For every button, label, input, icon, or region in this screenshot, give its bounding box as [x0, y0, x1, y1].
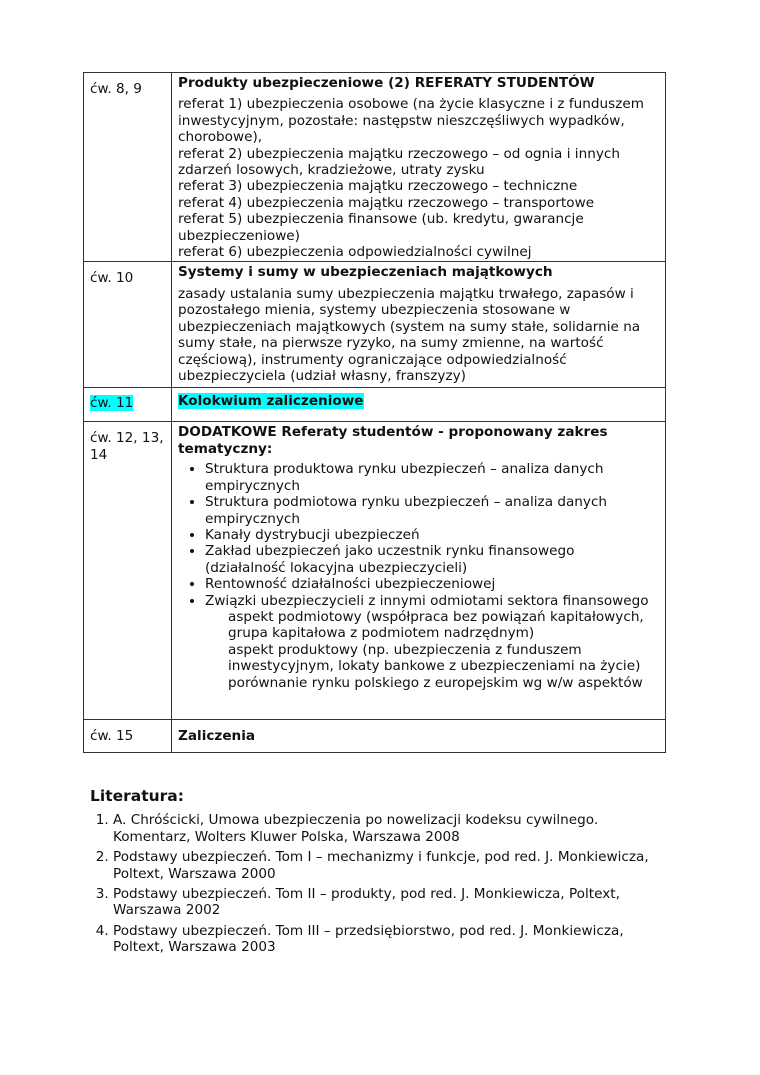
- session-content: [172, 262, 666, 388]
- sub-item: aspekt podmiotowy (współpraca bez powiązań kapitałowych, grupa kapitałowa z podmiotem nadrzędnym): [228, 608, 644, 642]
- literature-item: 2. Podstawy ubezpieczeń. Tom I – mechanizmy i funkcje, pod red. J. Monkiewicza, Poltext, Warszawa 2000: [113, 849, 650, 882]
- session-label: ćw. 12, 13, 14: [84, 422, 172, 720]
- session-description: zasady ustalania sumy ubezpieczenia majątku trwałego, zapasów i pozostałego mienia, systemy ubezpieczenia stosowane w ubezpieczeniach majątkowych (system na sumy stałe, solidarnie na sumy stałe, na pierwsze ryzyko, na sumy zmienne, na wartość częściową), instrumenty ograniczające odpowiedzialność ubezpieczyciela (udział własny, franszyzy): [178, 285, 641, 384]
- table-row: [84, 422, 666, 720]
- list-item: referat 4) ubezpieczenia majątku rzeczowego – transportowe: [178, 194, 595, 211]
- list-item: • Związki ubezpieczycieli z innymi odmiotami sektora finansowego: [205, 593, 659, 609]
- session-content: [172, 73, 666, 262]
- session-title: DODATKOWE Referaty studentów - proponowany zakres tematyczny:: [178, 424, 608, 457]
- session-label: ćw. 11: [90, 395, 134, 412]
- literature-heading: Literatura:: [90, 787, 184, 805]
- session-title: Systemy i sumy w ubezpieczeniach majątkowych: [178, 264, 553, 281]
- list-item: • Struktura podmiotowa rynku ubezpieczeń – analiza danych empirycznych: [205, 494, 659, 527]
- list-item: referat 2) ubezpieczenia majątku rzeczowego – od ognia i innych zdarzeń losowych, kradzieżowe, utraty zysku: [178, 145, 620, 179]
- list-item: referat 5) ubezpieczenia finansowe (ub. kredytu, gwarancje ubezpieczeniowe): [178, 211, 584, 244]
- list-item: • Zakład ubezpieczeń jako uczestnik rynku finansowego (działalność lokacyjna ubezpieczycieli): [205, 543, 659, 576]
- list-item: • Struktura produktowa rynku ubezpieczeń – analiza danych empirycznych: [205, 461, 659, 494]
- literature-section: [90, 788, 650, 960]
- schedule-table: [83, 72, 666, 753]
- session-label: ćw. 15: [84, 720, 172, 753]
- literature-item: 3. Podstawy ubezpieczeń. Tom II – produkty, pod red. J. Monkiewicza, Poltext, Warszawa 2002: [113, 886, 650, 919]
- list-item: • Kanały dystrybucji ubezpieczeń: [205, 527, 659, 543]
- session-label: ćw. 10: [84, 262, 172, 388]
- literature-item: 4. Podstawy ubezpieczeń. Tom III – przedsiębiorstwo, pod red. J. Monkiewicza, Poltext, Warszawa 2003: [113, 923, 650, 956]
- table-row: [84, 388, 666, 422]
- literature-list: [90, 812, 650, 955]
- list-item: referat 6) ubezpieczenia odpowiedzialności cywilnej: [178, 244, 532, 261]
- topic-list: [178, 461, 659, 609]
- session-title: Produkty ubezpieczeniowe (2) REFERATY STUDENTÓW: [178, 75, 595, 91]
- list-item: • Rentowność działalności ubezpieczeniowej: [205, 576, 659, 592]
- table-row: [84, 262, 666, 388]
- table-row: [84, 720, 666, 753]
- session-title: Zaliczenia: [178, 728, 256, 745]
- list-item: referat 1) ubezpieczenia osobowe (na życie klasyczne i z funduszem inwestycyjnym, pozostałe: następstw nieszczęśliwych wypadków, chorobowe),: [178, 96, 644, 146]
- list-item: referat 3) ubezpieczenia majątku rzeczowego – techniczne: [178, 178, 578, 195]
- table-row: [84, 73, 666, 262]
- session-label: ćw. 8, 9: [84, 73, 172, 262]
- session-content: [172, 422, 666, 720]
- literature-item: 1. A. Chróścicki, Umowa ubezpieczenia po nowelizacji kodeksu cywilnego. Komentarz, Wolters Kluwer Polska, Warszawa 2008: [113, 812, 650, 845]
- sub-item: porównanie rynku polskiego z europejskim wg w/w aspektów: [228, 674, 643, 691]
- session-title: Kolokwium zaliczeniowe: [178, 393, 364, 410]
- sub-item: aspekt produktowy (np. ubezpieczenia z funduszem inwestycyjnym, lokaty bankowe z ubezpieczeniami na życie): [228, 641, 641, 675]
